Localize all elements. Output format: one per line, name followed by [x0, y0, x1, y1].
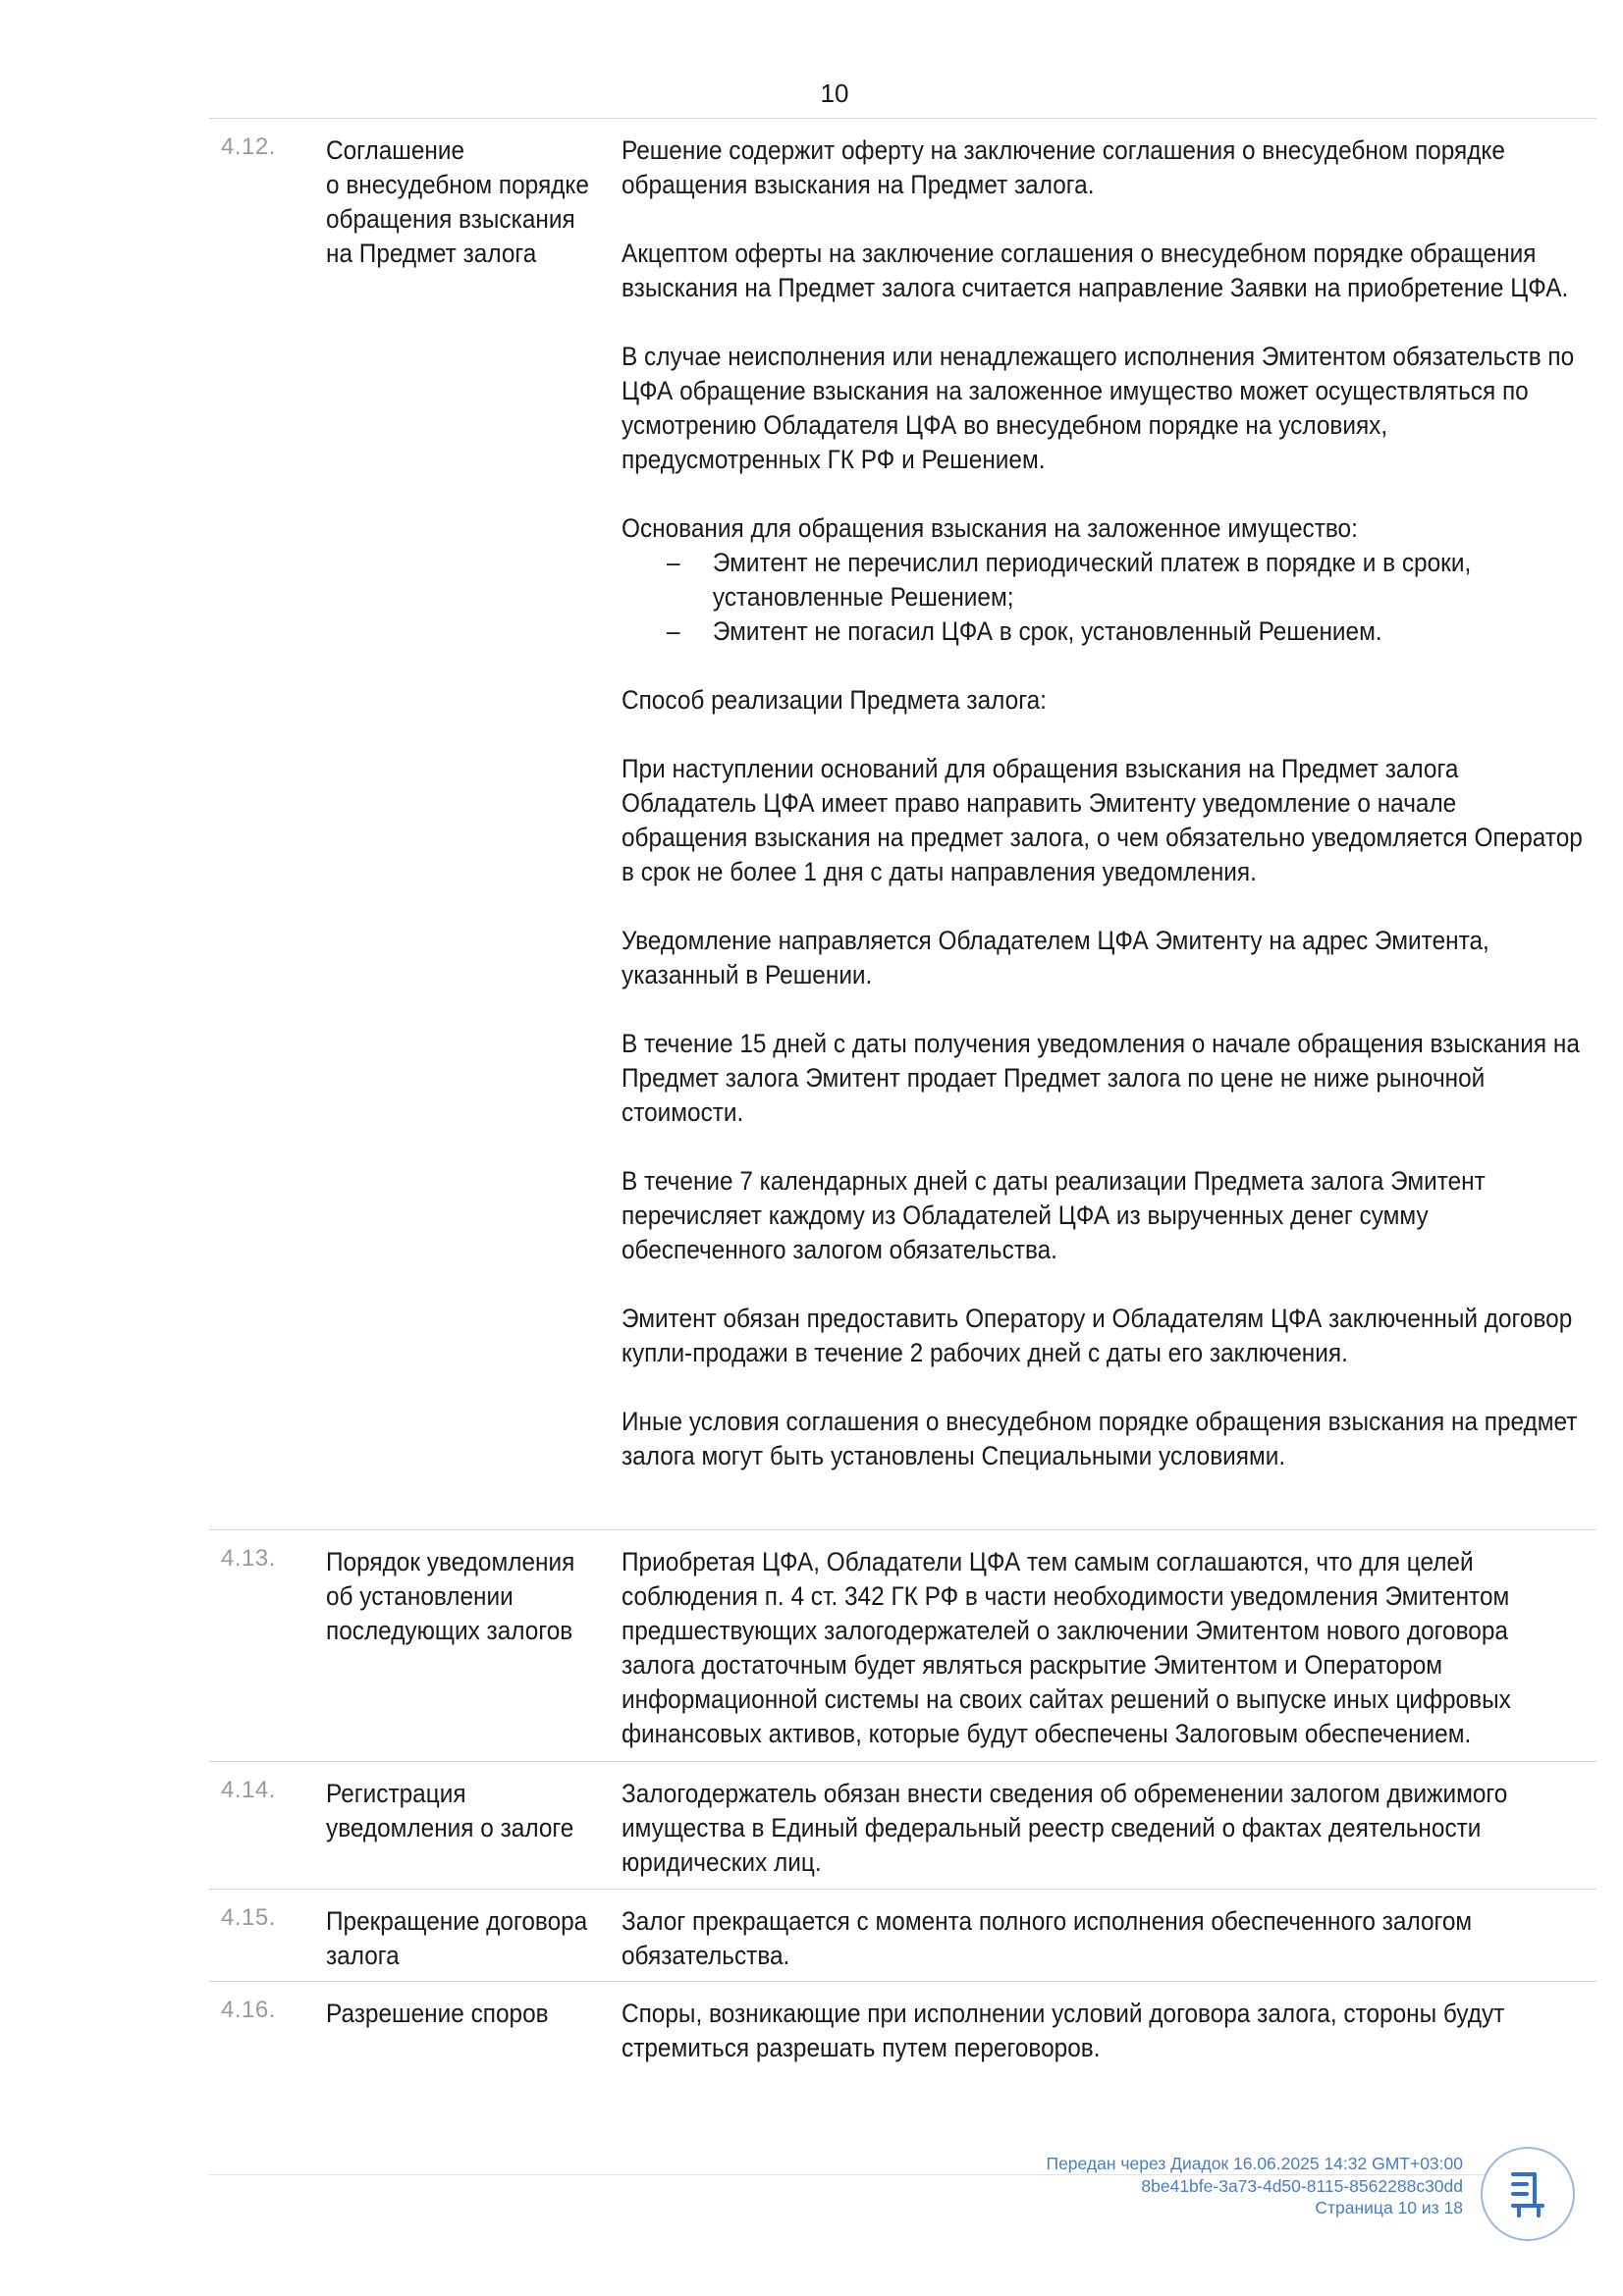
clause-title	[326, 1777, 597, 1845]
row-divider	[209, 118, 1596, 119]
list-item	[622, 546, 1584, 614]
row-divider	[209, 1529, 1596, 1530]
clause-row-4-16	[209, 1997, 1596, 2070]
clause-title-line: о внесудебном порядке	[326, 170, 589, 199]
clause-title	[326, 1997, 597, 2031]
diadoc-logo-glyph	[1505, 2168, 1550, 2219]
clause-title-line: последующих залогов	[326, 1616, 573, 1645]
dash-bullet: –	[667, 616, 680, 646]
clause-paragraph: Уведомление направляется Обладателем ЦФА Эмитенту на адрес Эмитента, указанный в Решении.	[622, 926, 1489, 989]
clause-row-4-15	[209, 1904, 1596, 1978]
clause-title-line: Соглашение	[326, 135, 465, 165]
clause-paragraph: В случае неисполнения или ненадлежащего исполнения Эмитентом обязательств по ЦФА обращение взыскания на заложенное имущество может осуществляться по усмотрению Обладателя ЦФА во внесудебном порядке на условиях, предусмотренных ГК РФ и Решением.	[622, 342, 1575, 474]
row-divider	[209, 1889, 1596, 1890]
clause-number: 4.15.	[221, 1904, 276, 1931]
clause-title-line: на Предмет залога	[326, 239, 537, 268]
clause-paragraph: Эмитент обязан предоставить Оператору и Обладателям ЦФА заключенный договор купли-продажи в течение 2 рабочих дней с даты его заключения.	[622, 1304, 1573, 1367]
clause-number: 4.16.	[221, 1997, 276, 2023]
clause-paragraph: Способ реализации Предмета залога:	[622, 685, 1047, 715]
clause-paragraph: При наступлении оснований для обращения взыскания на Предмет залога Обладатель ЦФА имеет право направить Эмитенту уведомление о начале обращения взыскания на предмет залога, о чем обязательно уведомляется Оператор в срок не более 1 дня с даты направления уведомления.	[622, 754, 1583, 886]
clause-body: Приобретая ЦФА, Обладатели ЦФА тем самым соглашаются, что для целей соблюдения п. 4 ст. 342 ГК РФ в части необходимости уведомления Эмитентом предшествующих залогодержателей о заключении Эмитентом нового договора залога достаточным будет являться раскрытие Эмитентом и Оператором информационной системы на своих сайтах решений о выпуске иных цифровых финансовых активов, которые будут обеспечены Залоговым обеспечением.	[622, 1547, 1511, 1748]
stamp-transfer-line: Передан через Диадок 16.06.2025 14:32 GMT+03:00	[1046, 2154, 1463, 2173]
list-item-text: Эмитент не перечислил периодический платеж в порядке и в сроки, установленные Решением;	[712, 548, 1472, 612]
clause-row-4-12	[209, 133, 1596, 1527]
transfer-stamp	[1047, 2153, 1464, 2219]
clause-number: 4.12.	[221, 133, 276, 160]
clause-paragraph: Основания для обращения взыскания на заложенное имущество:	[622, 513, 1358, 543]
clause-paragraph: Акцептом оферты на заключение соглашения о внесудебном порядке обращения взыскания на Предмет залога считается направление Заявки на приобретение ЦФА.	[622, 239, 1569, 302]
clause-title	[326, 1904, 597, 1973]
page-number: 10	[820, 79, 849, 108]
diadoc-logo-icon	[1481, 2147, 1575, 2241]
clause-title-line: Прекращение договора	[326, 1906, 588, 1936]
clause-number: 4.13.	[221, 1545, 276, 1572]
clause-title	[326, 133, 597, 271]
clause-body: Залогодержатель обязан внести сведения об обременении залогом движимого имущества в Единый федеральный реестр сведений о фактах деятельности юридических лиц.	[622, 1779, 1508, 1877]
clause-title-line: об установлении	[326, 1581, 514, 1611]
clause-title	[326, 1545, 597, 1648]
clause-body	[622, 133, 1584, 1473]
clause-number: 4.14.	[221, 1777, 276, 1803]
grounds-list	[622, 546, 1584, 649]
clause-title-line: залога	[326, 1941, 400, 1970]
clause-title-line: Порядок уведомления	[326, 1547, 575, 1576]
clause-row-4-13	[209, 1545, 1596, 1761]
clause-paragraph: Иные условия соглашения о внесудебном порядке обращения взыскания на предмет залога могут быть установлены Специальными условиями.	[622, 1407, 1578, 1470]
clause-row-4-14	[209, 1777, 1596, 1885]
dash-bullet: –	[667, 548, 680, 577]
clause-paragraph: В течение 15 дней с даты получения уведомления о начале обращения взыскания на Предмет залога Эмитент продает Предмет залога по цене не ниже рыночной стоимости.	[622, 1029, 1580, 1127]
stamp-page-counter: Страница 10 из 18	[1315, 2198, 1463, 2217]
row-divider	[209, 1761, 1596, 1762]
list-item	[622, 614, 1584, 649]
clause-body: Споры, возникающие при исполнении условий договора залога, стороны будут стремиться разрешать путем переговоров.	[622, 1999, 1505, 2062]
row-divider	[209, 1981, 1596, 1982]
clause-paragraph: В течение 7 календарных дней с даты реализации Предмета залога Эмитент перечисляет каждому из Обладателей ЦФА из вырученных денег сумму обеспеченного залогом обязательства.	[622, 1166, 1486, 1264]
clause-title-line: уведомления о залоге	[326, 1813, 574, 1842]
clause-title-line: Разрешение споров	[326, 1999, 549, 2028]
clause-title-line: обращения взыскания	[326, 204, 575, 234]
clause-body: Залог прекращается с момента полного исполнения обеспеченного залогом обязательства.	[622, 1906, 1473, 1970]
clause-paragraph: Решение содержит оферту на заключение соглашения о внесудебном порядке обращения взыскания на Предмет залога.	[622, 135, 1505, 199]
stamp-document-id: 8be41bfe-3a73-4d50-8115-8562288c30dd	[1141, 2175, 1463, 2196]
clause-title-line: Регистрация	[326, 1779, 466, 1808]
list-item-text: Эмитент не погасил ЦФА в срок, установленный Решением.	[712, 616, 1382, 646]
